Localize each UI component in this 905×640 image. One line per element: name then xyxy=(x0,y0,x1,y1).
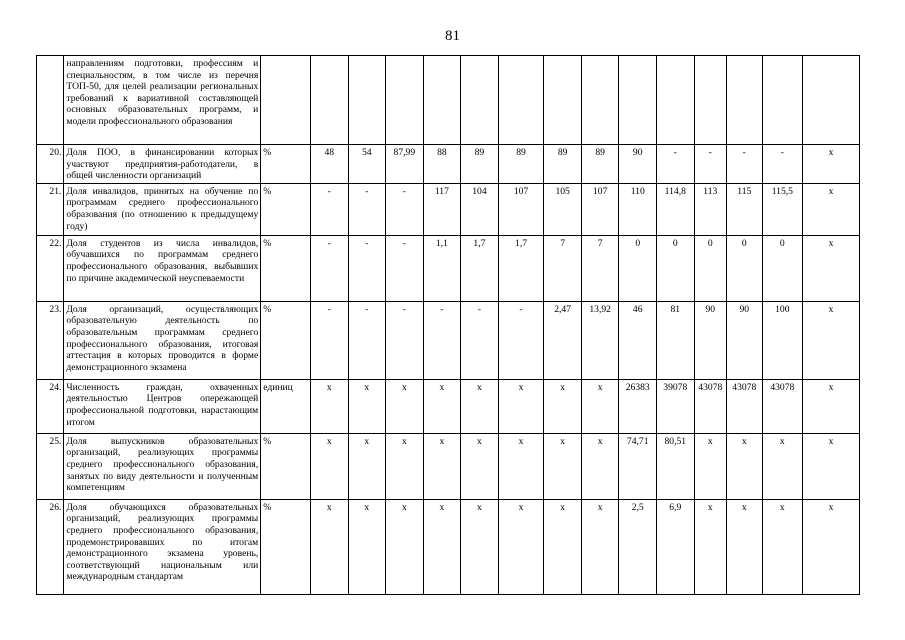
row-number-cell: 21. xyxy=(37,183,64,235)
value-cell: 89 xyxy=(498,145,544,184)
value-cell: x xyxy=(803,379,860,433)
value-cell: 114,8 xyxy=(657,183,695,235)
value-cell: 107 xyxy=(498,183,544,235)
value-cell: - xyxy=(461,301,499,379)
value-cell: x xyxy=(461,379,499,433)
value-cell: 26383 xyxy=(619,379,657,433)
table-row xyxy=(37,499,860,594)
value-cell: 81 xyxy=(657,301,695,379)
value-cell: 39078 xyxy=(657,379,695,433)
value-cell: - xyxy=(310,235,348,301)
value-cell: 87,99 xyxy=(386,145,424,184)
row-number-cell: 24. xyxy=(37,379,64,433)
value-cell: 90 xyxy=(619,145,657,184)
value-cell: - xyxy=(348,301,386,379)
value-cell: 115,5 xyxy=(762,183,803,235)
indicator-name-cell: Доля выпускников образовательных организаций, реализующих программы среднего профессионального образования, занятых по виду деятельности и полученным компетенциям xyxy=(64,433,261,499)
value-cell: 89 xyxy=(544,145,582,184)
value-cell: 88 xyxy=(423,145,461,184)
value-cell: - xyxy=(694,145,726,184)
value-cell: x xyxy=(803,301,860,379)
value-cell: x xyxy=(348,379,386,433)
table-row xyxy=(37,235,860,301)
value-cell: 80,51 xyxy=(657,433,695,499)
value-cell: 48 xyxy=(310,145,348,184)
indicator-name-cell: Доля обучающихся образовательных организаций, реализующих программы среднего профессионального образования, продемонстрировавших по итогам демонстрационного экзамена уровень, соответствующий национальным или международным стандартам xyxy=(64,499,261,594)
value-cell: x xyxy=(498,433,544,499)
table-row xyxy=(37,183,860,235)
value-cell: x xyxy=(461,433,499,499)
table-row-continuation xyxy=(37,56,860,145)
value-cell: 104 xyxy=(461,183,499,235)
value-cell: 107 xyxy=(581,183,619,235)
value-cell: x xyxy=(386,499,424,594)
value-cell: - xyxy=(386,183,424,235)
value-cell: x xyxy=(581,499,619,594)
value-cell: x xyxy=(544,499,582,594)
value-cell: 43078 xyxy=(762,379,803,433)
value-cell: 46 xyxy=(619,301,657,379)
value-cell: 74,71 xyxy=(619,433,657,499)
value-cell: - xyxy=(310,183,348,235)
value-cell: - xyxy=(727,145,763,184)
value-cell: x xyxy=(727,499,763,594)
value-cell: 7 xyxy=(581,235,619,301)
value-cell: 2,5 xyxy=(619,499,657,594)
value-cell: 1,7 xyxy=(498,235,544,301)
value-cell: x xyxy=(348,499,386,594)
value-cell: x xyxy=(310,499,348,594)
indicators-table xyxy=(36,55,860,595)
row-number-cell: 26. xyxy=(37,499,64,594)
value-cell: 43078 xyxy=(727,379,763,433)
value-cell: x xyxy=(803,235,860,301)
value-cell: x xyxy=(423,379,461,433)
unit-cell: % xyxy=(261,433,311,499)
value-cell: 54 xyxy=(348,145,386,184)
value-cell: x xyxy=(803,183,860,235)
value-cell: x xyxy=(423,433,461,499)
value-cell: - xyxy=(348,183,386,235)
value-cell: - xyxy=(386,301,424,379)
row-number-cell xyxy=(37,56,64,145)
value-cell: 90 xyxy=(694,301,726,379)
value-cell: x xyxy=(386,433,424,499)
value-cell: 100 xyxy=(762,301,803,379)
value-cell: x xyxy=(581,379,619,433)
value-cell: x xyxy=(694,433,726,499)
value-cell: x xyxy=(348,433,386,499)
row-number-cell: 20. xyxy=(37,145,64,184)
indicator-name-cell: направлениям подготовки, профессиям и специальностям, в том числе из перечня ТОП-50, для целей реализации региональных требований к вариативной составляющей основных образовательных программ, и модели профессионального образования xyxy=(64,56,261,145)
table-row xyxy=(37,145,860,184)
value-cell: 0 xyxy=(694,235,726,301)
value-cell: - xyxy=(762,145,803,184)
value-cell: x xyxy=(310,379,348,433)
value-cell: x xyxy=(762,499,803,594)
value-cell: 110 xyxy=(619,183,657,235)
unit-cell: % xyxy=(261,499,311,594)
value-cell: x xyxy=(544,379,582,433)
value-cell: 117 xyxy=(423,183,461,235)
unit-cell: % xyxy=(261,183,311,235)
row-number-cell: 25. xyxy=(37,433,64,499)
table-row xyxy=(37,301,860,379)
unit-cell: % xyxy=(261,145,311,184)
value-cell: x xyxy=(386,379,424,433)
unit-cell: % xyxy=(261,301,311,379)
value-cell: 0 xyxy=(762,235,803,301)
value-cell: 115 xyxy=(727,183,763,235)
value-cell: 43078 xyxy=(694,379,726,433)
value-cell: x xyxy=(581,433,619,499)
unit-cell xyxy=(261,56,311,145)
value-cell: - xyxy=(498,301,544,379)
value-cell: - xyxy=(657,145,695,184)
indicator-name-cell: Численность граждан, охваченных деятельностью Центров опережающей профессиональной подготовки, нарастающим итогом xyxy=(64,379,261,433)
unit-cell: единиц xyxy=(261,379,311,433)
row-number-cell: 23. xyxy=(37,301,64,379)
value-cell: 6,9 xyxy=(657,499,695,594)
table-row xyxy=(37,433,860,499)
value-cell: x xyxy=(498,499,544,594)
value-cell: x xyxy=(803,433,860,499)
value-cell: 2,47 xyxy=(544,301,582,379)
value-cell: - xyxy=(348,235,386,301)
value-cell: 13,92 xyxy=(581,301,619,379)
value-cell: 89 xyxy=(581,145,619,184)
indicator-name-cell: Доля организаций, осуществляющих образовательную деятельность по образовательным программам среднего профессионального образования, итоговая аттестация в которых проводится в форме демонстрационного экзамена xyxy=(64,301,261,379)
value-cell: 1,1 xyxy=(423,235,461,301)
page-number: 81 xyxy=(445,28,460,44)
value-cell: 1,7 xyxy=(461,235,499,301)
value-cell: 0 xyxy=(727,235,763,301)
value-cell: x xyxy=(423,499,461,594)
value-cell: - xyxy=(310,301,348,379)
value-cell: x xyxy=(461,499,499,594)
table-row xyxy=(37,379,860,433)
value-cell: 113 xyxy=(694,183,726,235)
value-cell: x xyxy=(498,379,544,433)
row-number-cell: 22. xyxy=(37,235,64,301)
value-cell: - xyxy=(423,301,461,379)
value-cell: 0 xyxy=(657,235,695,301)
value-cell: x xyxy=(803,499,860,594)
value-cell: x xyxy=(544,433,582,499)
value-cell: 90 xyxy=(727,301,763,379)
indicator-name-cell: Доля инвалидов, принятых на обучение по программам среднего профессионального образования (по отношению к предыдущему году) xyxy=(64,183,261,235)
value-cell: 105 xyxy=(544,183,582,235)
value-cell: 0 xyxy=(619,235,657,301)
value-cell: x xyxy=(803,145,860,184)
value-cell: 7 xyxy=(544,235,582,301)
indicator-name-cell: Доля студентов из числа инвалидов, обучавшихся по программам среднего профессионального образования, выбывших по причине академической неуспеваемости xyxy=(64,235,261,301)
value-cell: - xyxy=(386,235,424,301)
value-cell: x xyxy=(762,433,803,499)
value-cell: x xyxy=(694,499,726,594)
value-cell: 89 xyxy=(461,145,499,184)
value-cell: x xyxy=(310,433,348,499)
unit-cell: % xyxy=(261,235,311,301)
indicator-name-cell: Доля ПОО, в финансировании которых участвуют предприятия-работодатели, в общей численности организаций xyxy=(64,145,261,184)
value-cell: x xyxy=(727,433,763,499)
